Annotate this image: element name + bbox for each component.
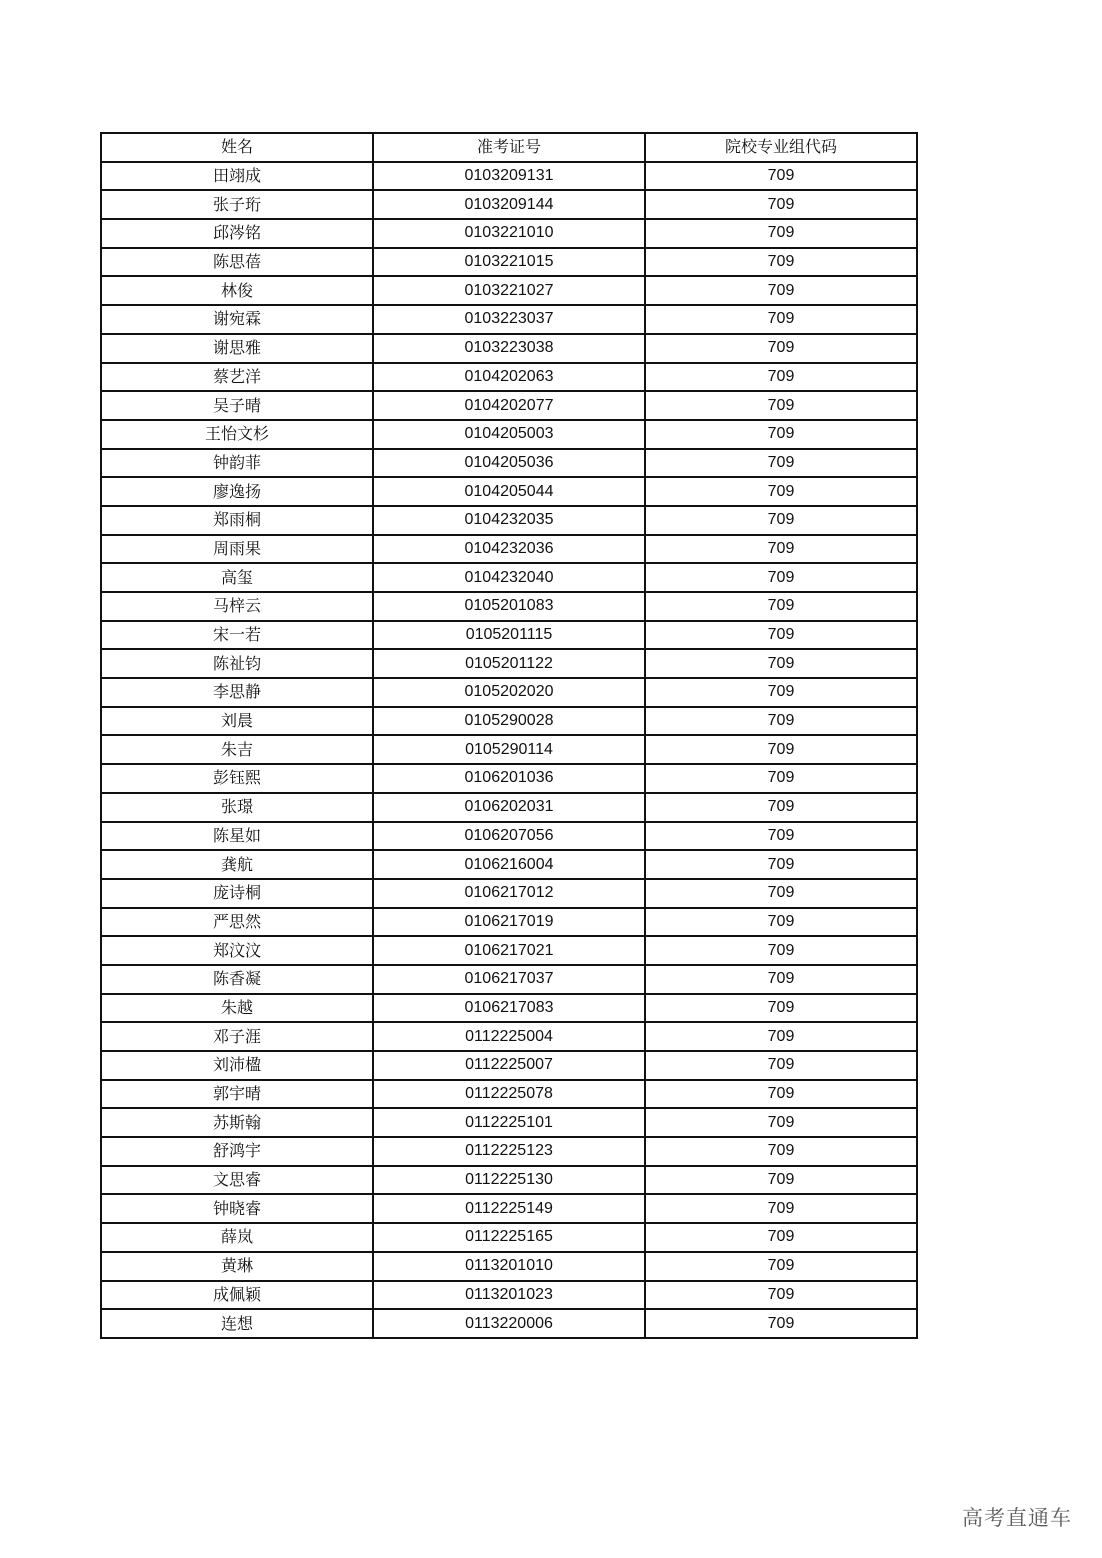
table-row bbox=[101, 276, 917, 305]
table-row bbox=[101, 1108, 917, 1137]
group-code-cell: 709 bbox=[645, 1080, 917, 1109]
table-row bbox=[101, 793, 917, 822]
exam-id-cell: 0105202020 bbox=[373, 678, 645, 707]
exam-id-cell: 0105201115 bbox=[373, 621, 645, 650]
exam-id-cell: 0105201122 bbox=[373, 649, 645, 678]
group-code-cell: 709 bbox=[645, 162, 917, 191]
table-row bbox=[101, 678, 917, 707]
student-name-cell: 连想 bbox=[101, 1309, 373, 1338]
group-code-cell: 709 bbox=[645, 219, 917, 248]
table-row bbox=[101, 879, 917, 908]
student-name-cell: 廖逸扬 bbox=[101, 477, 373, 506]
exam-id-cell: 0106217021 bbox=[373, 936, 645, 965]
table-row bbox=[101, 363, 917, 392]
table-row bbox=[101, 1309, 917, 1338]
table-row bbox=[101, 621, 917, 650]
table-row bbox=[101, 506, 917, 535]
student-name-cell: 蔡艺洋 bbox=[101, 363, 373, 392]
exam-id-cell: 0113220006 bbox=[373, 1309, 645, 1338]
table-row bbox=[101, 477, 917, 506]
table-row bbox=[101, 735, 917, 764]
exam-id-cell: 0104205044 bbox=[373, 477, 645, 506]
table-row bbox=[101, 1166, 917, 1195]
group-code-cell: 709 bbox=[645, 1166, 917, 1195]
student-name-cell: 苏斯翰 bbox=[101, 1108, 373, 1137]
group-code-cell: 709 bbox=[645, 363, 917, 392]
exam-id-cell: 0105290028 bbox=[373, 707, 645, 736]
table-header bbox=[101, 133, 917, 162]
group-code-cell: 709 bbox=[645, 1051, 917, 1080]
exam-id-cell: 0112225101 bbox=[373, 1108, 645, 1137]
exam-id-cell: 0106201036 bbox=[373, 764, 645, 793]
student-name-cell: 陈星如 bbox=[101, 822, 373, 851]
student-name-cell: 文思睿 bbox=[101, 1166, 373, 1195]
watermark: 高考直通车 bbox=[962, 1506, 1072, 1530]
student-name-cell: 钟晓睿 bbox=[101, 1194, 373, 1223]
group-code-cell: 709 bbox=[645, 334, 917, 363]
header-row bbox=[101, 133, 917, 162]
exam-id-cell: 0106217083 bbox=[373, 994, 645, 1023]
student-name-cell: 陈思蓓 bbox=[101, 248, 373, 277]
table-body bbox=[101, 162, 917, 1338]
group-code-cell: 709 bbox=[645, 248, 917, 277]
group-code-cell: 709 bbox=[645, 391, 917, 420]
group-code-cell: 709 bbox=[645, 678, 917, 707]
exam-id-cell: 0113201010 bbox=[373, 1252, 645, 1281]
student-name-cell: 谢宛霖 bbox=[101, 305, 373, 334]
group-code-cell: 709 bbox=[645, 449, 917, 478]
group-code-cell: 709 bbox=[645, 936, 917, 965]
group-code-cell: 709 bbox=[645, 1223, 917, 1252]
group-code-cell: 709 bbox=[645, 563, 917, 592]
exam-id-cell: 0112225007 bbox=[373, 1051, 645, 1080]
exam-id-cell: 0103209144 bbox=[373, 190, 645, 219]
admission-table bbox=[100, 132, 918, 1339]
group-code-cell: 709 bbox=[645, 707, 917, 736]
student-name-cell: 邱涔铭 bbox=[101, 219, 373, 248]
group-code-cell: 709 bbox=[645, 535, 917, 564]
student-name-cell: 薛岚 bbox=[101, 1223, 373, 1252]
exam-id-cell: 0103221027 bbox=[373, 276, 645, 305]
table-row bbox=[101, 707, 917, 736]
student-name-cell: 郭宇晴 bbox=[101, 1080, 373, 1109]
table-row bbox=[101, 190, 917, 219]
table-row bbox=[101, 649, 917, 678]
student-name-cell: 彭钰熙 bbox=[101, 764, 373, 793]
header-name: 姓名 bbox=[101, 133, 373, 162]
student-name-cell: 黄琳 bbox=[101, 1252, 373, 1281]
student-name-cell: 张璟 bbox=[101, 793, 373, 822]
group-code-cell: 709 bbox=[645, 879, 917, 908]
table-row bbox=[101, 822, 917, 851]
student-name-cell: 王怡文杉 bbox=[101, 420, 373, 449]
exam-id-cell: 0104232040 bbox=[373, 563, 645, 592]
student-name-cell: 郑雨桐 bbox=[101, 506, 373, 535]
table-row bbox=[101, 936, 917, 965]
table-row bbox=[101, 420, 917, 449]
table-row bbox=[101, 535, 917, 564]
table-row bbox=[101, 850, 917, 879]
table-row bbox=[101, 449, 917, 478]
exam-id-cell: 0104205003 bbox=[373, 420, 645, 449]
student-name-cell: 邓子涯 bbox=[101, 1022, 373, 1051]
exam-id-cell: 0112225149 bbox=[373, 1194, 645, 1223]
exam-id-cell: 0106202031 bbox=[373, 793, 645, 822]
table-row bbox=[101, 162, 917, 191]
group-code-cell: 709 bbox=[645, 908, 917, 937]
group-code-cell: 709 bbox=[645, 850, 917, 879]
table-row bbox=[101, 1223, 917, 1252]
student-name-cell: 谢思雅 bbox=[101, 334, 373, 363]
group-code-cell: 709 bbox=[645, 965, 917, 994]
student-name-cell: 宋一若 bbox=[101, 621, 373, 650]
student-name-cell: 陈祉钧 bbox=[101, 649, 373, 678]
exam-id-cell: 0112225078 bbox=[373, 1080, 645, 1109]
table-row bbox=[101, 965, 917, 994]
table-row bbox=[101, 248, 917, 277]
exam-id-cell: 0106207056 bbox=[373, 822, 645, 851]
table-row bbox=[101, 1194, 917, 1223]
table-row bbox=[101, 391, 917, 420]
group-code-cell: 709 bbox=[645, 735, 917, 764]
group-code-cell: 709 bbox=[645, 822, 917, 851]
student-name-cell: 高玺 bbox=[101, 563, 373, 592]
student-name-cell: 朱吉 bbox=[101, 735, 373, 764]
student-name-cell: 舒鸿宇 bbox=[101, 1137, 373, 1166]
student-name-cell: 郑汶汶 bbox=[101, 936, 373, 965]
group-code-cell: 709 bbox=[645, 420, 917, 449]
student-name-cell: 钟韵菲 bbox=[101, 449, 373, 478]
group-code-cell: 709 bbox=[645, 276, 917, 305]
exam-id-cell: 0104202063 bbox=[373, 363, 645, 392]
student-name-cell: 李思静 bbox=[101, 678, 373, 707]
exam-id-cell: 0106217037 bbox=[373, 965, 645, 994]
group-code-cell: 709 bbox=[645, 477, 917, 506]
student-name-cell: 田翊成 bbox=[101, 162, 373, 191]
exam-id-cell: 0106217019 bbox=[373, 908, 645, 937]
group-code-cell: 709 bbox=[645, 1281, 917, 1310]
exam-id-cell: 0103221015 bbox=[373, 248, 645, 277]
student-name-cell: 刘晨 bbox=[101, 707, 373, 736]
exam-id-cell: 0106216004 bbox=[373, 850, 645, 879]
table-row bbox=[101, 908, 917, 937]
exam-id-cell: 0112225130 bbox=[373, 1166, 645, 1195]
group-code-cell: 709 bbox=[645, 649, 917, 678]
exam-id-cell: 0103221010 bbox=[373, 219, 645, 248]
header-exam-id: 准考证号 bbox=[373, 133, 645, 162]
exam-id-cell: 0104232035 bbox=[373, 506, 645, 535]
group-code-cell: 709 bbox=[645, 764, 917, 793]
table-row bbox=[101, 563, 917, 592]
admission-list-sheet bbox=[100, 132, 916, 1339]
table-row bbox=[101, 305, 917, 334]
student-name-cell: 张子珩 bbox=[101, 190, 373, 219]
exam-id-cell: 0106217012 bbox=[373, 879, 645, 908]
group-code-cell: 709 bbox=[645, 1309, 917, 1338]
student-name-cell: 朱越 bbox=[101, 994, 373, 1023]
student-name-cell: 吴子晴 bbox=[101, 391, 373, 420]
table-row bbox=[101, 1080, 917, 1109]
table-row bbox=[101, 592, 917, 621]
group-code-cell: 709 bbox=[645, 1252, 917, 1281]
group-code-cell: 709 bbox=[645, 305, 917, 334]
student-name-cell: 林俊 bbox=[101, 276, 373, 305]
table-row bbox=[101, 1022, 917, 1051]
student-name-cell: 庞诗桐 bbox=[101, 879, 373, 908]
student-name-cell: 马梓云 bbox=[101, 592, 373, 621]
table-row bbox=[101, 994, 917, 1023]
exam-id-cell: 0104232036 bbox=[373, 535, 645, 564]
student-name-cell: 严思然 bbox=[101, 908, 373, 937]
table-row bbox=[101, 219, 917, 248]
student-name-cell: 陈香凝 bbox=[101, 965, 373, 994]
group-code-cell: 709 bbox=[645, 1137, 917, 1166]
exam-id-cell: 0112225004 bbox=[373, 1022, 645, 1051]
student-name-cell: 成佩颖 bbox=[101, 1281, 373, 1310]
exam-id-cell: 0103209131 bbox=[373, 162, 645, 191]
exam-id-cell: 0112225123 bbox=[373, 1137, 645, 1166]
group-code-cell: 709 bbox=[645, 1022, 917, 1051]
table-row bbox=[101, 1252, 917, 1281]
exam-id-cell: 0105201083 bbox=[373, 592, 645, 621]
table-row bbox=[101, 764, 917, 793]
student-name-cell: 龚航 bbox=[101, 850, 373, 879]
group-code-cell: 709 bbox=[645, 190, 917, 219]
group-code-cell: 709 bbox=[645, 1108, 917, 1137]
student-name-cell: 周雨果 bbox=[101, 535, 373, 564]
exam-id-cell: 0105290114 bbox=[373, 735, 645, 764]
exam-id-cell: 0113201023 bbox=[373, 1281, 645, 1310]
table-row bbox=[101, 1137, 917, 1166]
group-code-cell: 709 bbox=[645, 592, 917, 621]
group-code-cell: 709 bbox=[645, 994, 917, 1023]
exam-id-cell: 0103223037 bbox=[373, 305, 645, 334]
group-code-cell: 709 bbox=[645, 793, 917, 822]
exam-id-cell: 0104205036 bbox=[373, 449, 645, 478]
table-row bbox=[101, 334, 917, 363]
group-code-cell: 709 bbox=[645, 1194, 917, 1223]
student-name-cell: 刘沛楹 bbox=[101, 1051, 373, 1080]
exam-id-cell: 0112225165 bbox=[373, 1223, 645, 1252]
exam-id-cell: 0104202077 bbox=[373, 391, 645, 420]
header-group-code: 院校专业组代码 bbox=[645, 133, 917, 162]
exam-id-cell: 0103223038 bbox=[373, 334, 645, 363]
group-code-cell: 709 bbox=[645, 621, 917, 650]
group-code-cell: 709 bbox=[645, 506, 917, 535]
table-row bbox=[101, 1281, 917, 1310]
table-row bbox=[101, 1051, 917, 1080]
